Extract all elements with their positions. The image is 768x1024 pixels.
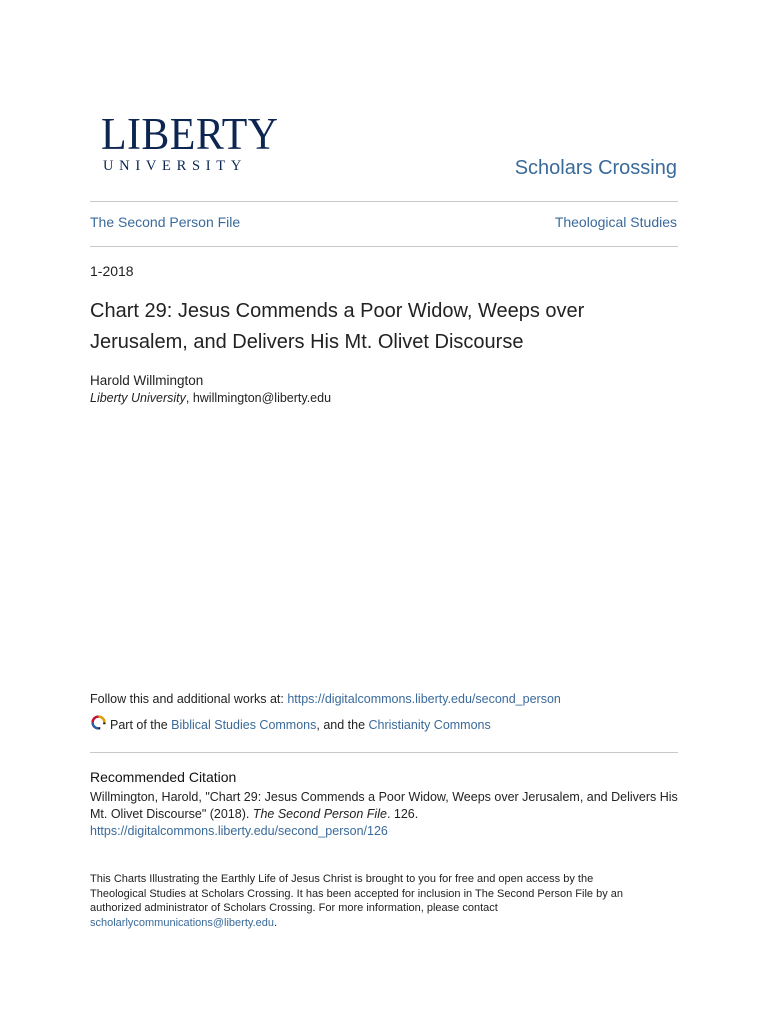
access-notice — [90, 872, 650, 930]
biblical-studies-commons-link[interactable]: Biblical Studies Commons — [171, 717, 317, 732]
recommended-citation-heading: Recommended Citation — [90, 769, 237, 785]
contact-email-link[interactable]: scholarlycommunications@liberty.edu — [90, 916, 274, 929]
access-notice-text: This Charts Illustrating the Earthly Life of Jesus Christ is brought to you for free and open access by the Theological Studies at Scholars Crossing. It has been accepted for inclusion in The Second Person File by an authorized administrator of Scholars Crossing. For more information, please contact — [90, 873, 623, 914]
citation-url-link[interactable]: https://digitalcommons.liberty.edu/second_person/126 — [90, 824, 388, 838]
citation-journal: The Second Person File — [252, 807, 387, 821]
divider-top — [90, 201, 678, 202]
publication-date: 1-2018 — [90, 263, 134, 279]
bepress-commons-icon — [90, 714, 107, 731]
part-of-line — [90, 716, 491, 733]
follow-url-link[interactable]: https://digitalcommons.liberty.edu/second_person — [287, 692, 561, 706]
affiliation-separator: , — [185, 391, 193, 405]
part-of-prefix: Part of the — [110, 717, 168, 732]
citation-text: Willmington, Harold, "Chart 29: Jesus Commends a Poor Widow, Weeps over Jerusalem, and Delivers His Mt. Olivet Discourse" (2018). — [90, 790, 678, 821]
citation-number: . 126. — [386, 807, 419, 821]
author-email: hwillmington@liberty.edu — [192, 391, 332, 405]
liberty-university-logo[interactable] — [101, 109, 286, 175]
logo-subtitle: UNIVERSITY — [103, 158, 247, 174]
divider-citation — [90, 752, 678, 753]
logo-wordmark: LIBERTY — [101, 109, 279, 159]
affiliation-name: Liberty University — [90, 391, 186, 405]
citation-block — [90, 789, 680, 840]
scholars-crossing-link[interactable]: Scholars Crossing — [514, 157, 677, 179]
access-notice-end: . — [273, 916, 278, 929]
christianity-commons-link[interactable]: Christianity Commons — [368, 717, 491, 732]
follow-line — [90, 692, 561, 706]
department-link[interactable]: Theological Studies — [554, 214, 677, 230]
author-name: Harold Willmington — [90, 373, 204, 388]
divider-nav — [90, 246, 678, 247]
follow-prefix: Follow this and additional works at: — [90, 692, 288, 706]
and-the-text: , and the — [316, 717, 369, 732]
document-title: Chart 29: Jesus Commends a Poor Widow, Weeps over Jerusalem, and Delivers His Mt. Olivet Discourse — [90, 300, 585, 353]
author-affiliation — [90, 391, 331, 405]
series-link[interactable]: The Second Person File — [90, 214, 241, 230]
